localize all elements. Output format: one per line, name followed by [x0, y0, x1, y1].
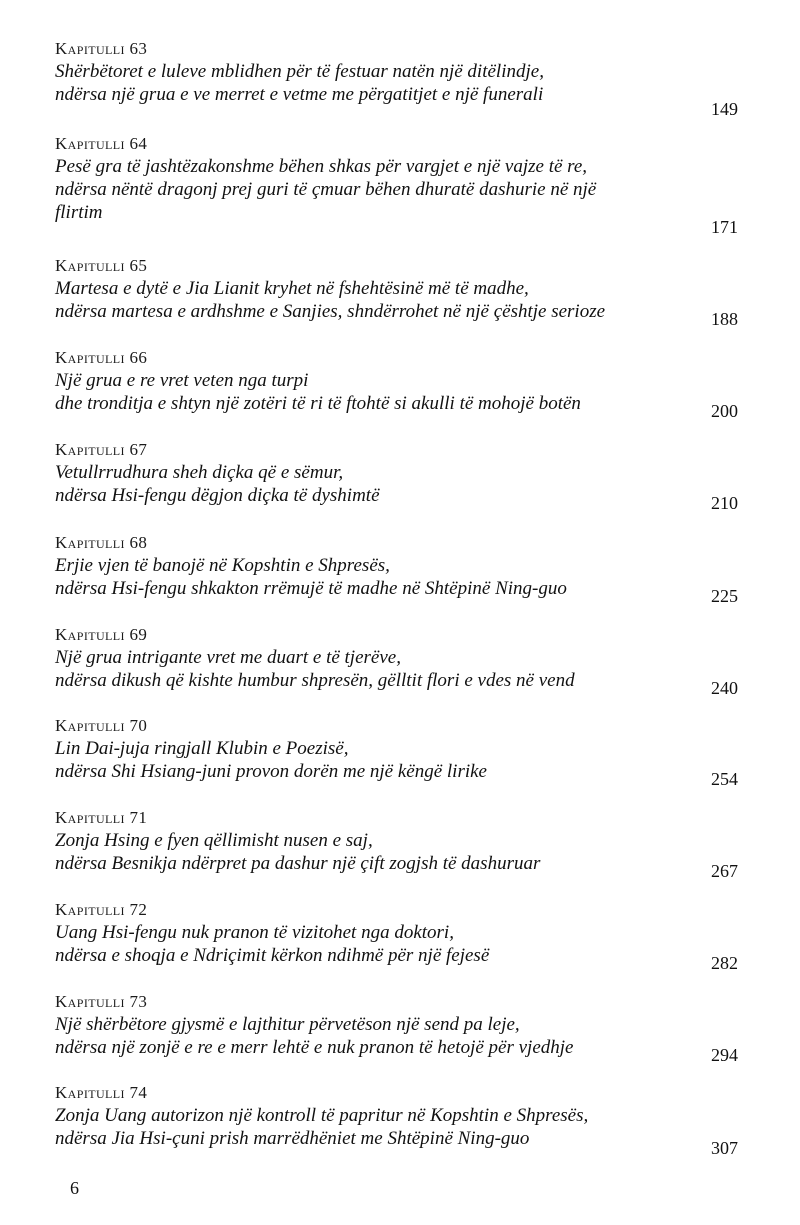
chapter-title-line: dhe tronditja e shtyn një zotëri të ri të ftohtë si akulli të mohojë botën: [55, 393, 581, 414]
chapter-title-line: ndërsa e shoqja e Ndriçimit kërkon ndihmë për një fejesë: [55, 945, 490, 966]
chapter-label: Kapitulli 69: [55, 625, 148, 644]
chapter-title-line: Pesë gra të jashtëzakonshme bëhen shkas për vargjet e një vajze të re,: [55, 156, 588, 177]
chapter-title-line: Zonja Hsing e fyen qëllimisht nusen e saj,: [55, 830, 373, 851]
chapter-title-line: ndërsa një grua e ve merret e vetme me përgatitjet e një funerali: [55, 84, 544, 105]
chapter-title-line: Një shërbëtore gjysmë e lajthitur përvetëson një send pa leje,: [55, 1014, 520, 1035]
chapter-title-line: ndërsa Jia Hsi-çuni prish marrëdhëniet me Shtëpinë Ning-guo: [55, 1128, 530, 1149]
toc-entry-65: [55, 255, 745, 332]
chapter-label: Kapitulli 65: [55, 256, 148, 275]
chapter-title-line: Një grua e re vret veten nga turpi: [55, 370, 309, 391]
chapter-title-line: Zonja Uang autorizon një kontroll të papritur në Kopshtin e Shpresës,: [55, 1105, 589, 1126]
chapter-title-line: Vetullrrudhura sheh diçka që e sëmur,: [55, 462, 344, 483]
toc-entry-72: [55, 899, 745, 976]
chapter-title-line: flirtim: [55, 202, 103, 223]
toc-entry-67: [55, 439, 745, 516]
toc-entry-69: [55, 624, 745, 701]
page-number: 240: [711, 678, 738, 698]
page-number: 225: [711, 586, 738, 606]
chapter-title-line: Uang Hsi-fengu nuk pranon të vizitohet nga doktori,: [55, 922, 454, 943]
toc-entry-74: [55, 1082, 745, 1161]
chapter-title-line: Shërbëtoret e luleve mblidhen për të festuar natën një ditëlindje,: [55, 61, 544, 82]
chapter-label: Kapitulli 72: [55, 900, 148, 919]
toc-entry-70: [55, 715, 745, 792]
page-number: 307: [711, 1138, 738, 1158]
chapter-title-line: Një grua intrigante vret me duart e të tjerëve,: [55, 647, 401, 668]
chapter-title-line: Lin Dai-juja ringjall Klubin e Poezisë,: [55, 738, 349, 759]
chapter-title-line: ndërsa Shi Hsiang-juni provon dorën me një këngë lirike: [55, 761, 487, 782]
page-number: 171: [711, 217, 738, 237]
chapter-title-line: ndërsa një zonjë e re e merr lehtë e nuk pranon të hetojë për vjedhje: [55, 1037, 574, 1058]
chapter-title-line: ndërsa martesa e ardhshme e Sanjies, shndërrohet në një çështje serioze: [55, 301, 606, 322]
chapter-label: Kapitulli 73: [55, 992, 148, 1011]
chapter-label: Kapitulli 67: [55, 440, 148, 459]
chapter-title-line: ndërsa dikush që kishte humbur shpresën, gëlltit flori e vdes në vend: [55, 670, 575, 691]
toc-entry-68: [55, 532, 745, 609]
page-number: 267: [711, 861, 738, 881]
toc-entry-71: [55, 807, 745, 884]
page-number: 254: [711, 769, 738, 789]
page-number: 149: [711, 99, 738, 119]
chapter-label: Kapitulli 74: [55, 1083, 148, 1102]
chapter-title-line: Martesa e dytë e Jia Lianit kryhet në fshehtësinë më të madhe,: [55, 278, 529, 299]
toc-entry-64: [55, 133, 745, 240]
page-number: 210: [711, 493, 738, 513]
toc-entry-63: [55, 38, 745, 122]
toc-entry-73: [55, 991, 745, 1068]
chapter-title-line: ndërsa Hsi-fengu shkakton rrëmujë të madhe në Shtëpinë Ning-guo: [55, 578, 567, 599]
chapter-label: Kapitulli 70: [55, 716, 148, 735]
chapter-title-line: ndërsa Besnikja ndërpret pa dashur një çift zogjsh të dashuruar: [55, 853, 541, 874]
chapter-title-line: Erjie vjen të banojë në Kopshtin e Shpresës,: [55, 555, 390, 576]
chapter-title-line: ndërsa Hsi-fengu dëgjon diçka të dyshimtë: [55, 485, 380, 506]
page-number: 200: [711, 401, 738, 421]
chapter-label: Kapitulli 66: [55, 348, 148, 367]
folio-page-number: 6: [70, 1178, 79, 1198]
chapter-label: Kapitulli 63: [55, 39, 148, 58]
page-number: 282: [711, 953, 738, 973]
chapter-label: Kapitulli 68: [55, 533, 148, 552]
chapter-label: Kapitulli 71: [55, 808, 148, 827]
chapter-label: Kapitulli 64: [55, 134, 148, 153]
page-number: 188: [711, 309, 738, 329]
page-number: 294: [711, 1045, 738, 1065]
chapter-title-line: ndërsa nëntë dragonj prej guri të çmuar bëhen dhuratë dashurie në një: [55, 179, 597, 200]
toc-entry-66: [55, 347, 745, 424]
